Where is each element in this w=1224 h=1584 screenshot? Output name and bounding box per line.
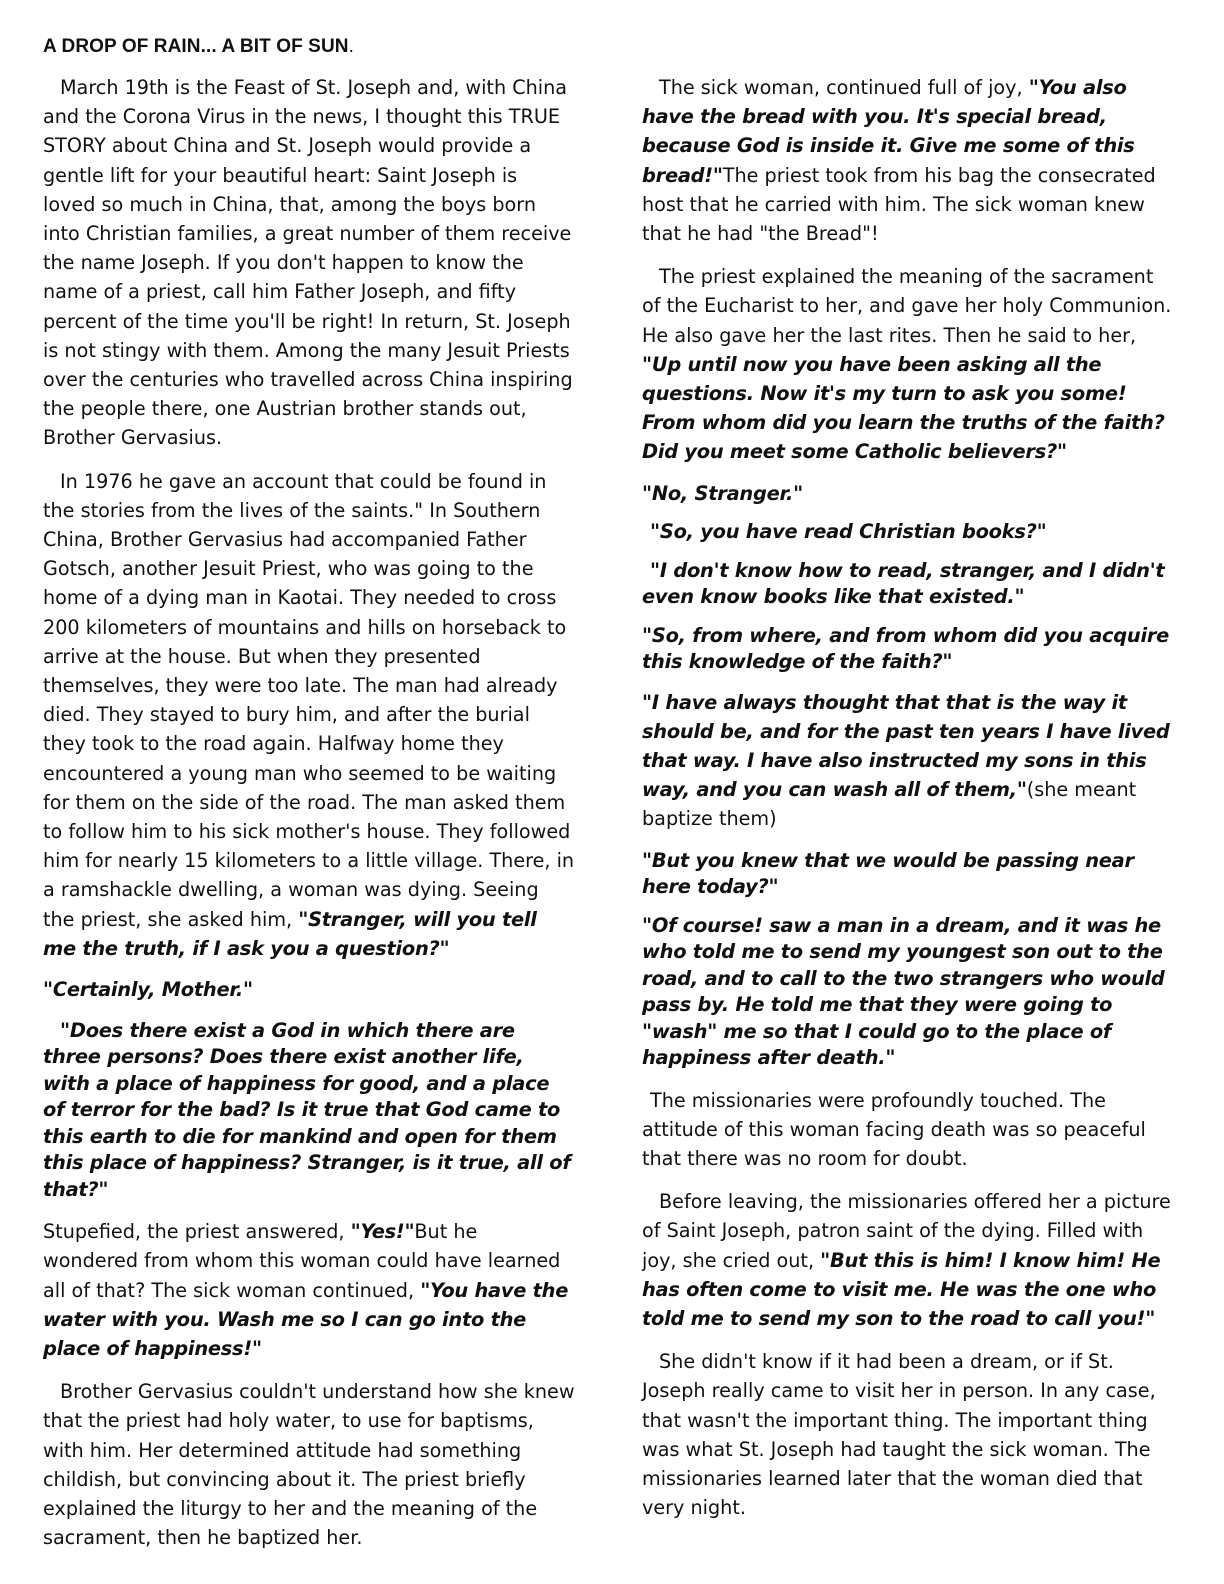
paragraph [642, 262, 1172, 466]
paragraph [43, 1018, 575, 1204]
paragraph-text: The missionaries were profoundly touched. The attitude of this woman facing death was so peaceful that there was no room for doubt. [642, 1088, 1146, 1171]
quote-text: "No, Stranger." [642, 481, 804, 505]
paragraph-text: The priest took from his bag the consecrated host that he carried with him. The sick woman knew that he had "the Bread"! [642, 163, 1156, 246]
paragraph-text: In 1976 he gave an account that could be found in the stories from the lives of the saints." In Southern China, Brother Gervasius had accompanied Father Gotsch, another Jesuit Priest, who was going to the home of a dying man in Kaotai. They needed to cross 200 kilometers of mountains and hills on horseback to arrive at the house. But when they presented themselves, they were too late. The man had already died. They stayed to bury him, and after the burial they took to the road again. Halfway home they encountered a young man who seemed to be waiting for them on the side of the road. The man asked them to follow him to his sick mother's house. They followed him for nearly 15 kilometers to a little village. There, in a ramshackle dwelling, a woman was dying. Seeing the priest, she asked him, [43, 469, 575, 931]
right-column [642, 73, 1172, 1537]
paragraph [43, 1377, 575, 1552]
quote-text: "So, from where, and from whom did you acquire this knowledge of the faith?" [642, 623, 1170, 674]
quote-text: "Yes!" [350, 1220, 415, 1244]
paragraph [642, 623, 1172, 676]
quote-text: "But this is him! I know him! He has often come to visit me. He was the one who told me to send my son to the road to call you!" [642, 1248, 1161, 1331]
quote-text: "Of course! saw a man in a dream, and it was he who told me to send my youngest son out to the road, and to call to the two strangers who would pass by. He told me that they were going to "wash" me so that I could go to the place of happiness after death." [642, 913, 1165, 1070]
paragraph-text: But he wondered from whom this woman could have learned all of that? The sick woman continued, [43, 1220, 561, 1302]
paragraph [43, 977, 575, 1004]
paragraph [642, 481, 1172, 508]
paragraph-text: Stupefied, the priest answered, [43, 1220, 351, 1244]
quote-text: "You also have the bread with you. It's special bread, because God is inside it. Give me some of this bread!" [642, 76, 1135, 187]
paragraph-text: Before leaving, the missionaries offered her a picture of Saint Joseph, patron saint of the dying. Filled with joy, she cried out, [642, 1190, 1171, 1272]
quote-text: "So, you have read Christian books?" [650, 520, 1047, 544]
quote-text: "I have always thought that that is the way it should be, and for the past ten years I have lived that way. I have also instructed my sons in this way, and you can wash all of them," [642, 690, 1170, 802]
quote-text: "Up until now you have been asking all the questions. Now it's my turn to ask you some! From whom did you learn the truths of the faith? Did you meet some Catholic believers?" [642, 352, 1165, 464]
quote-text: "But you knew that we would be passing near here today?" [642, 848, 1134, 899]
paragraph-text: (she meant baptize them) [642, 778, 1137, 831]
paragraph [642, 688, 1172, 834]
quote-text: "Does there exist a God in which there are three persons? Does there exist another life, with a place of happiness for good, and a place of terror for the bad? Is it true that God came to this earth to die for mankind and open for them this place of happiness? Stranger, is it true, all of that?" [43, 1018, 571, 1201]
paragraph [642, 1347, 1172, 1522]
paragraph [43, 467, 575, 963]
paragraph [642, 1086, 1172, 1174]
quote-text: "Stranger, will you tell me the truth, if I ask you a question?" [43, 907, 537, 960]
paragraph [43, 73, 575, 453]
quote-text: "I don't know how to read, stranger, and I didn't even know books like that existed." [642, 558, 1165, 609]
paragraph [642, 913, 1172, 1072]
quote-text: "You have the water with you. Wash me so I can go into the place of happiness!" [43, 1278, 569, 1360]
paragraph-text: She didn't know if it had been a dream, or if St. Joseph really came to visit her in person. In any case, that wasn't the important thing. The important thing was what St. Joseph had taught the sick woman. The missionaries learned later that the woman died that very night. [642, 1350, 1156, 1520]
paragraph-text: The sick woman, continued full of joy, [659, 76, 1029, 99]
paragraph [642, 558, 1172, 611]
title-period: . [348, 36, 354, 57]
title-text: A DROP OF RAIN... A BIT OF SUN [43, 36, 349, 57]
paragraph-text: March 19th is the Feast of St. Joseph and, with China and the Corona Virus in the news, I thought this TRUE STORY about China and St. Joseph would provide a gentle lift for your beautiful heart: Saint Joseph is loved so much in China, that, among the boys born into Christian families, a great number of them receive the name Joseph. If you don't happen to know the name of a priest, call him Father Joseph, and fifty percent of the time you'll be right! In return, St. Joseph is not stingy with them. Among the many Jesuit Priests over the centuries who travelled across China inspiring the people there, one Austrian brother stands out, Brother Gervasius. [43, 76, 573, 450]
article-title [43, 36, 354, 58]
paragraph [642, 848, 1172, 901]
paragraph [642, 1187, 1172, 1333]
quote-text: "Certainly, Mother." [43, 978, 253, 1002]
paragraph [642, 519, 1172, 546]
paragraph [642, 73, 1172, 248]
paragraph [43, 1217, 575, 1363]
paragraph-text: The priest explained the meaning of the sacrament of the Eucharist to her, and gave her holy Communion. He also gave her the last rites. Then he said to her, [642, 265, 1172, 347]
paragraph-text: Brother Gervasius couldn't understand how she knew that the priest had holy water, to use for baptisms, with him. Her determined attitude had something childish, but convincing about it. The priest briefly explained the liturgy to her and the meaning of the sacrament, then he baptized her. [43, 1380, 575, 1550]
left-column [43, 73, 575, 1566]
